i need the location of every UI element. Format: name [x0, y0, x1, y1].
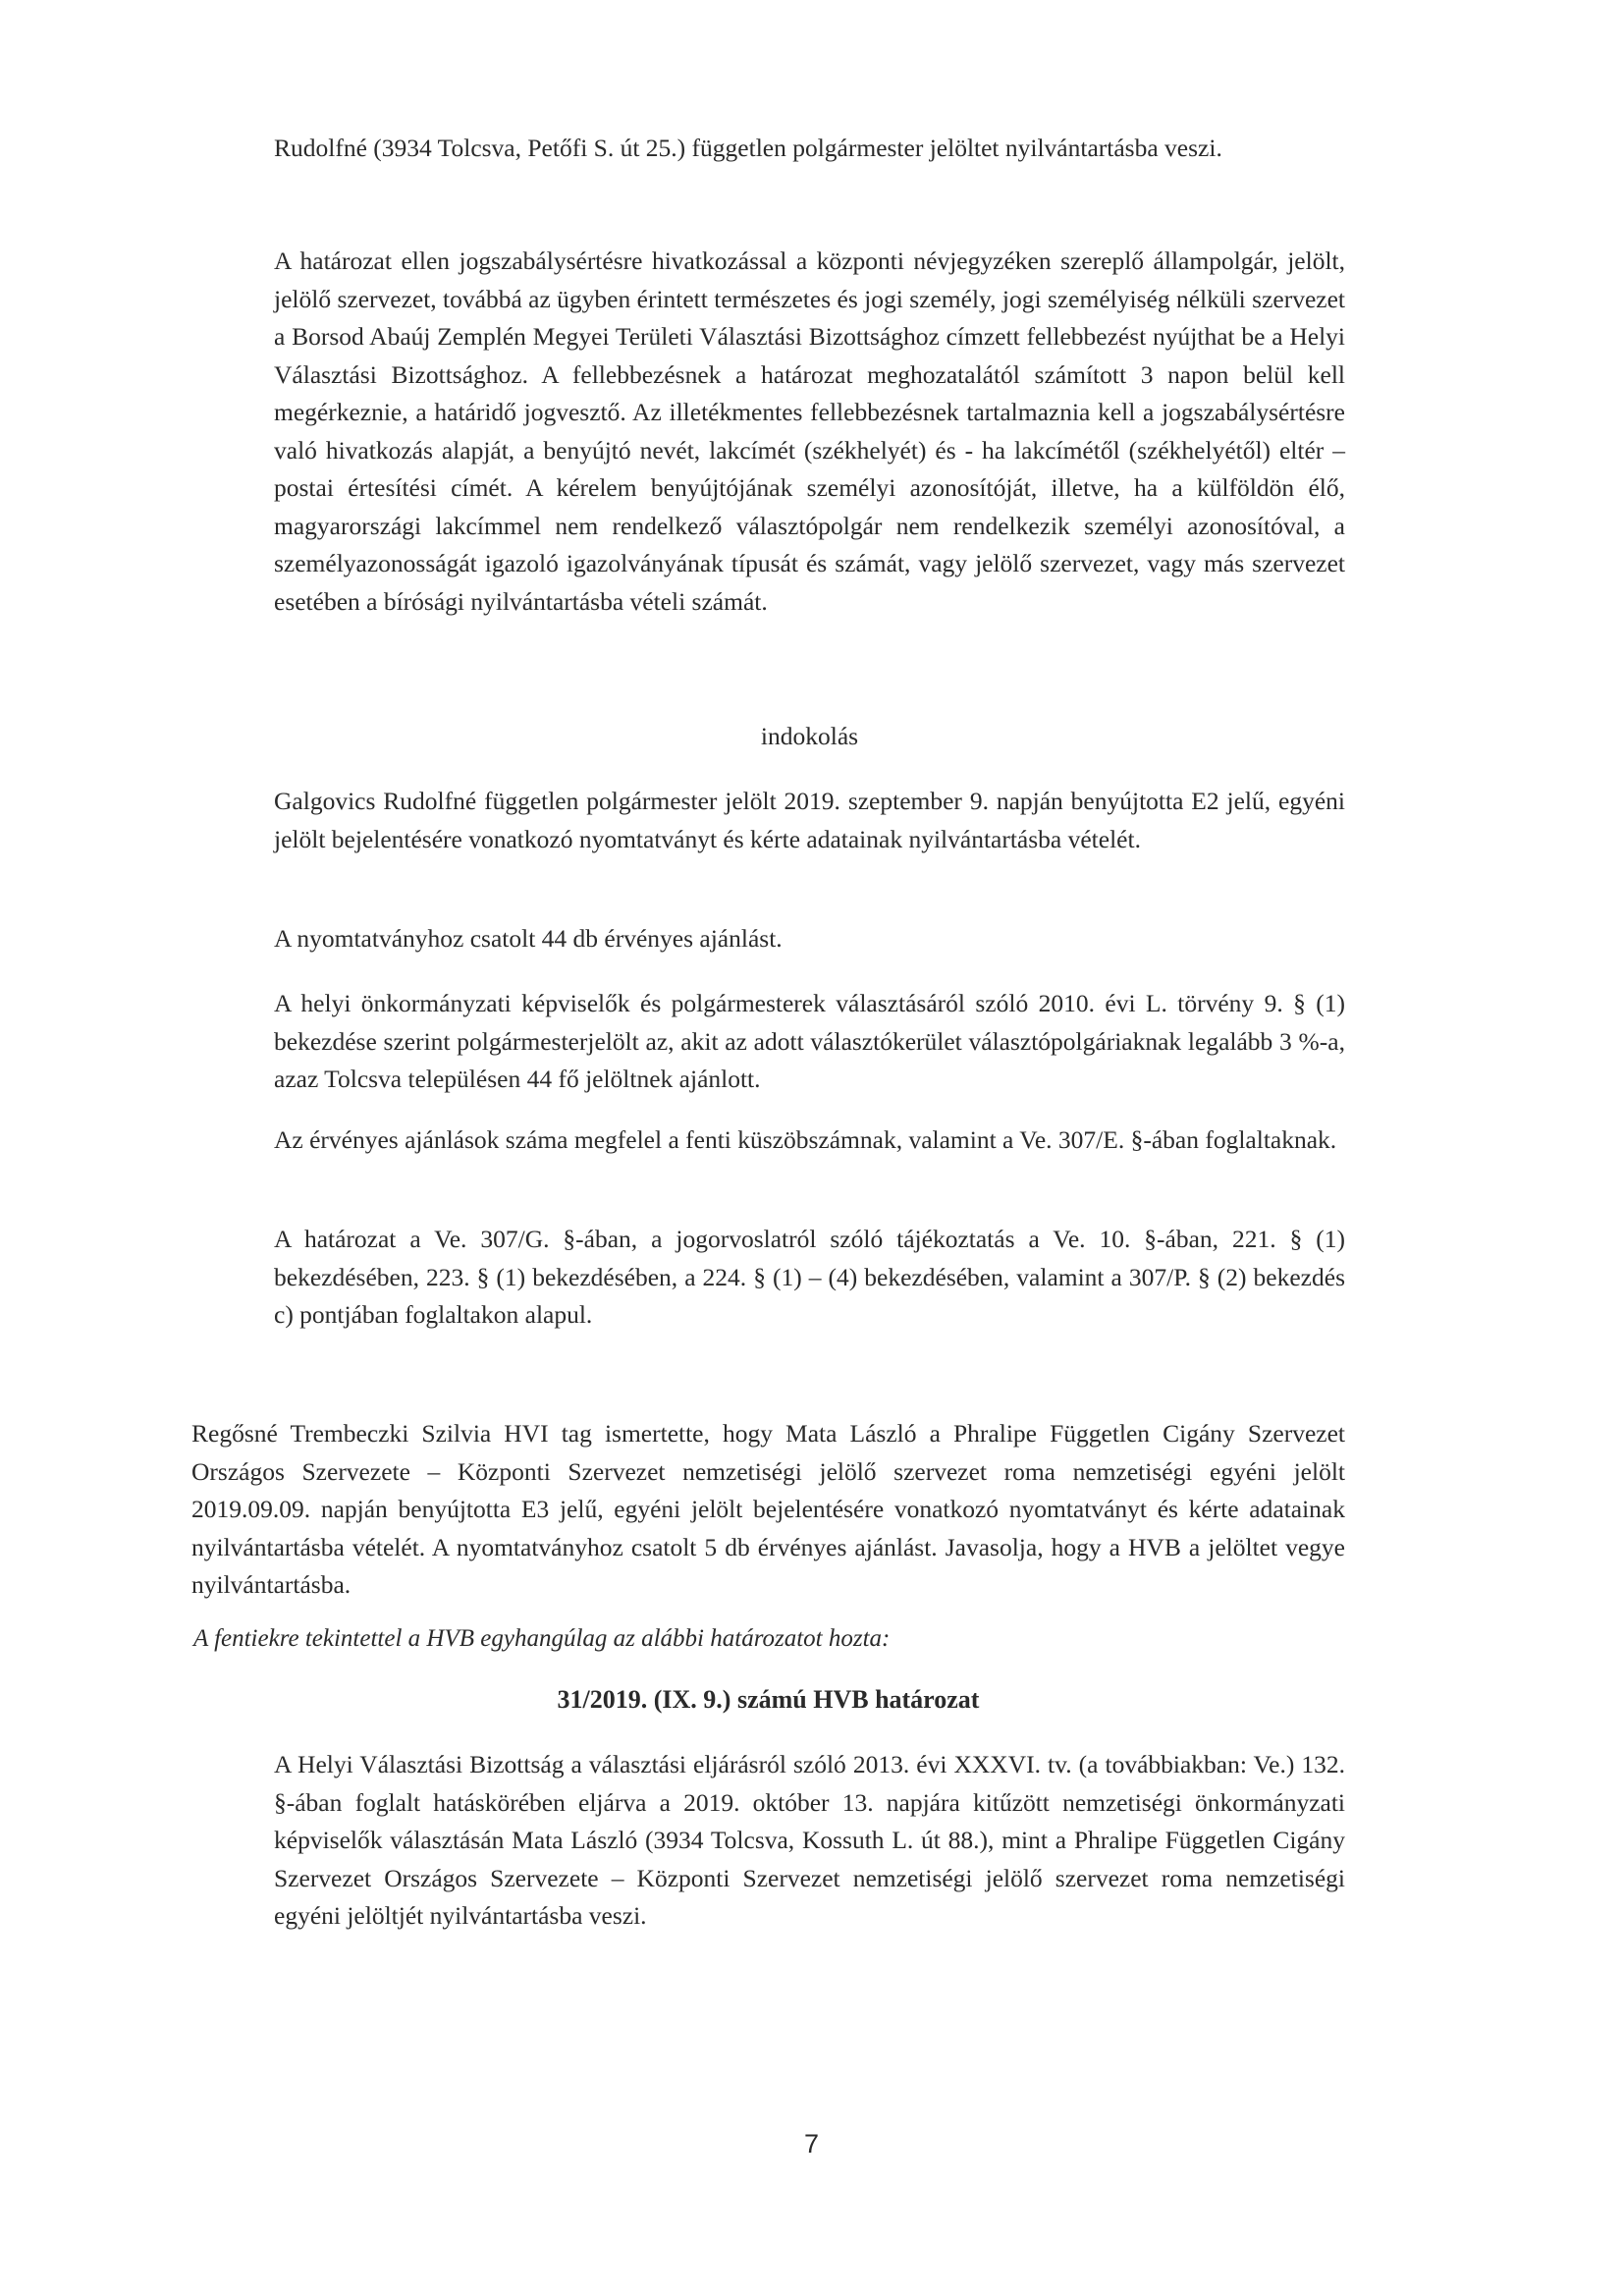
- legal-basis-paragraph: [274, 1221, 1345, 1335]
- regosne-text: Regősné Trembeczki Szilvia HVI tag ismertette, hogy Mata László a Phralipe Független Cigány Szervezet Országos Szervezete – Központi Szervezet nemzetiségi jelölő szervezet roma nemzetiségi egyéni jelölt 2019.09.09. napján benyújtotta E3 jelű, egyéni jelölt bejelentésére vonatkozó nyomtatványt és kérte adatainak nyilvántartásba vételét. A nyomtatványhoz csatolt 5 db érvényes ajánlást. Javasolja, hogy a HVB a jelöltet vegye nyilvántartásba.: [191, 1419, 1345, 1599]
- reasoning-heading-text: indokolás: [760, 722, 859, 750]
- galgovics-paragraph: [274, 783, 1345, 858]
- galgovics-text: Galgovics Rudolfné független polgármester jelölt 2019. szeptember 9. napján benyújtotta E2 jelű, egyéni jelölt bejelentésére vonatkozó nyomtatványt és kérte adatainak nyilvántartásba vételét.: [274, 787, 1345, 853]
- decision-text: A Helyi Választási Bizottság a választási eljárásról szóló 2013. évi XXXVI. tv. (a továbbiakban: Ve.) 132. §-ában foglalt hatáskörében eljárva a 2019. október 13. napjára kitűzött nemzetiségi önkormányzati képviselők választásán Mata László (3934 Tolcsva, Kossuth L. út 88.), mint a Phralipe Független Cigány Szervezet Országos Szervezete – Központi Szervezet nemzetiségi jelölő szervezet roma nemzetiségi egyéni jelöltjét nyilvántartásba veszi.: [274, 1750, 1345, 1930]
- page-number-text: 7: [803, 2129, 820, 2159]
- recommendation-paragraph: [274, 920, 1345, 958]
- decision-title-text: 31/2019. (IX. 9.) számú HVB határozat: [557, 1685, 980, 1714]
- law-paragraph: [274, 985, 1345, 1099]
- intro-text: Rudolfné (3934 Tolcsva, Petőfi S. út 25.) független polgármester jelöltet nyilvántartásba veszi.: [274, 134, 1222, 162]
- reasoning-heading: [274, 718, 1345, 756]
- law-text: A helyi önkormányzati képviselők és polgármesterek választásáról szóló 2010. évi L. törvény 9. § (1) bekezdése szerint polgármesterjelölt az, akit az adott választókerület választópolgáriaknak legalább 3 %-a, azaz Tolcsva településen 44 fő jelöltnek ajánlott.: [274, 989, 1345, 1093]
- decision-title: [191, 1685, 1345, 1715]
- threshold-paragraph: [274, 1121, 1345, 1160]
- regosne-paragraph: [191, 1415, 1345, 1605]
- decision-note: [193, 1625, 1347, 1653]
- appeal-text: A határozat ellen jogszabálysértésre hivatkozással a központi névjegyzéken szereplő állampolgár, jelölt, jelölő szervezet, továbbá az ügyben érintett természetes és jogi személy, jogi személyiség nélküli szervezet a Borsod Abaúj Zemplén Megyei Területi Választási Bizottsághoz címzett fellebbezést nyújthat be a Helyi Választási Bizottsághoz. A fellebbezésnek a határozat meghozatalától számított 3 napon belül kell megérkeznie, a határidő jogvesztő. Az illetékmentes fellebbezésnek tartalmaznia kell a jogszabálysértésre való hivatkozás alapját, a benyújtó nevét, lakcímét (székhelyét) és - ha lakcímétől (székhelyétől) eltér – postai értesítési címét. A kérelem benyújtójának személyi azonosítóját, illetve, ha a külföldön élő, magyarországi lakcímmel nem rendelkező választópolgár nem rendelkezik személyi azonosítóval, a személyazonosságát igazoló igazolványának típusát és számát, vagy jelölő szervezet, vagy más szervezet esetében a bírósági nyilvántartásba vételi számát.: [274, 246, 1345, 616]
- legal-basis-text: A határozat a Ve. 307/G. §-ában, a jogorvoslatról szóló tájékoztatás a Ve. 10. §-ában, 221. § (1) bekezdésében, 223. § (1) bekezdésében, a 224. § (1) – (4) bekezdésében, valamint a 307/P. § (2) bekezdés c) pontjában foglaltakon alapul.: [274, 1225, 1345, 1329]
- intro-paragraph: [274, 130, 1345, 168]
- page-number: [0, 2129, 1623, 2159]
- threshold-text: Az érvényes ajánlások száma megfelel a fenti küszöbszámnak, valamint a Ve. 307/E. §-ában foglaltaknak.: [274, 1125, 1337, 1154]
- recommendation-text: A nyomtatványhoz csatolt 44 db érvényes ajánlást.: [274, 924, 783, 953]
- appeal-paragraph: [274, 243, 1345, 621]
- decision-note-text: A fentiekre tekintettel a HVB egyhangúlag az alábbi határozatot hozta:: [193, 1625, 891, 1652]
- decision-paragraph: [274, 1746, 1345, 1936]
